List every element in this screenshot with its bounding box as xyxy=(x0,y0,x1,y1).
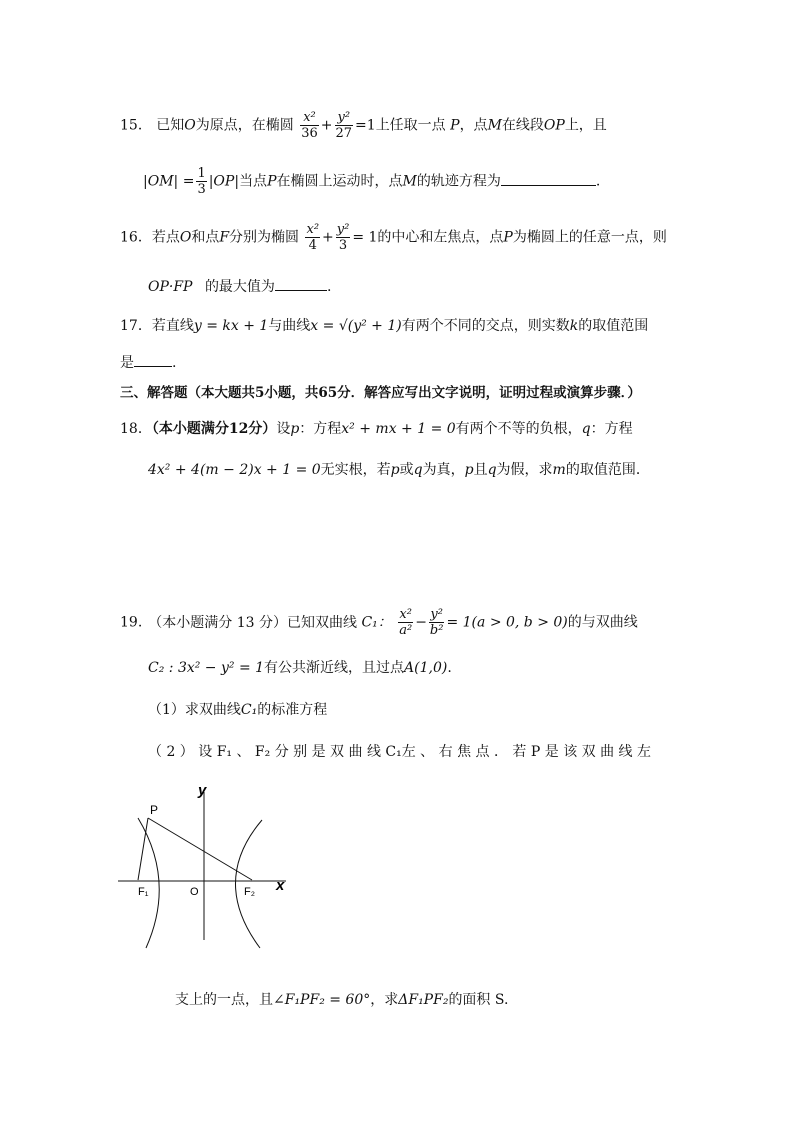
q15-number: 15． xyxy=(120,117,152,134)
F2-label: F₂ xyxy=(244,886,255,898)
answer-blank[interactable] xyxy=(501,171,596,186)
fraction: $\frac{1}{3}$ xyxy=(197,166,206,197)
q17-line2: 是 . xyxy=(120,352,176,373)
q19-part1: （1）求双曲线C₁的标准方程 xyxy=(148,702,328,718)
y-label: y xyxy=(198,782,207,799)
q19-line1: 19. （本小题满分 13 分）已知双曲线 C₁： $\frac{\text{x²}}{\text{a²}}$ − $\frac{\text{y²}}{\text{b²}}$ = 1(a > 0, b > 0)的与双曲线 xyxy=(120,607,638,638)
q15-line2: |OM| = $\frac{1}{3}$ |OP|当点P在椭圆上运动时，点M的轨迹方程为 . xyxy=(143,166,601,197)
vector-expression: OP·FP xyxy=(148,279,193,295)
hyperbola-figure xyxy=(110,780,300,955)
O-label: O xyxy=(190,886,199,898)
fraction: $\frac{\text{x²}}{4}$ xyxy=(306,222,320,253)
q18-line1: 18．（本小题满分12分）设p：方程x² + mx + 1 = 0有两个不等的负根，q：方程 xyxy=(120,421,633,437)
q19-line2: C₂ : 3x² − y² = 1有公共渐近线，且过点A(1,0). xyxy=(148,660,452,676)
right-branch xyxy=(235,820,262,948)
q16-line2: OP·FP 的最大值为 . xyxy=(148,276,331,297)
q18-line2: 4x² + 4(m − 2)x + 1 = 0无实根，若p或q为真，p且q为假，求m的取值范围． xyxy=(148,462,650,478)
fraction: $\frac{\text{x²}}{36}$ xyxy=(301,110,318,141)
answer-blank[interactable] xyxy=(275,276,327,291)
q16-line1: 16．若点O和点F分别为椭圆 $\frac{\text{x²}}{4}$ + $\frac{\text{y²}}{3}$ = 1的中心和左焦点，点P为椭圆上的任意一点，则 xyxy=(120,222,667,253)
fraction: $\frac{\text{y²}}{3}$ xyxy=(336,222,350,253)
P-label: P xyxy=(150,803,159,817)
left-branch xyxy=(138,818,159,948)
fraction: $\frac{\text{y²}}{\text{b²}}$ xyxy=(429,607,444,638)
fraction: $\frac{\text{y²}}{27}$ xyxy=(335,110,353,141)
x-label: x xyxy=(276,877,285,894)
q19-part2-line2: 支上的一点，且∠F₁PF₂ = 60°，求ΔF₁PF₂的面积 S. xyxy=(175,992,509,1008)
section-heading: 三、解答题（本大题共5小题，共65分．解答应写出文字说明，证明过程或演算步骤．） xyxy=(120,385,641,401)
q15-line1: 15． 已知O为原点，在椭圆 $\frac{\text{x²}}{36}$ + $\frac{\text{y²}}{27}$ =1上任取一点 P，点M在线段OP上，且 xyxy=(120,110,607,141)
q17-line1: 17．若直线y = kx + 1与曲线x = √(y² + 1)有两个不同的交点，则实数k的取值范围 xyxy=(120,318,649,334)
fraction: $\frac{\text{x²}}{\text{a²}}$ xyxy=(399,607,413,638)
q19-part2: （ 2 ） 设 F₁ 、 F₂ 分 别 是 双 曲 线 C₁左 、 右 焦 点 ． 若 P 是 该 双 曲 线 左 xyxy=(148,744,652,760)
line-PF2 xyxy=(148,818,252,880)
F1-label: F₁ xyxy=(138,886,149,898)
answer-blank[interactable] xyxy=(134,352,172,367)
